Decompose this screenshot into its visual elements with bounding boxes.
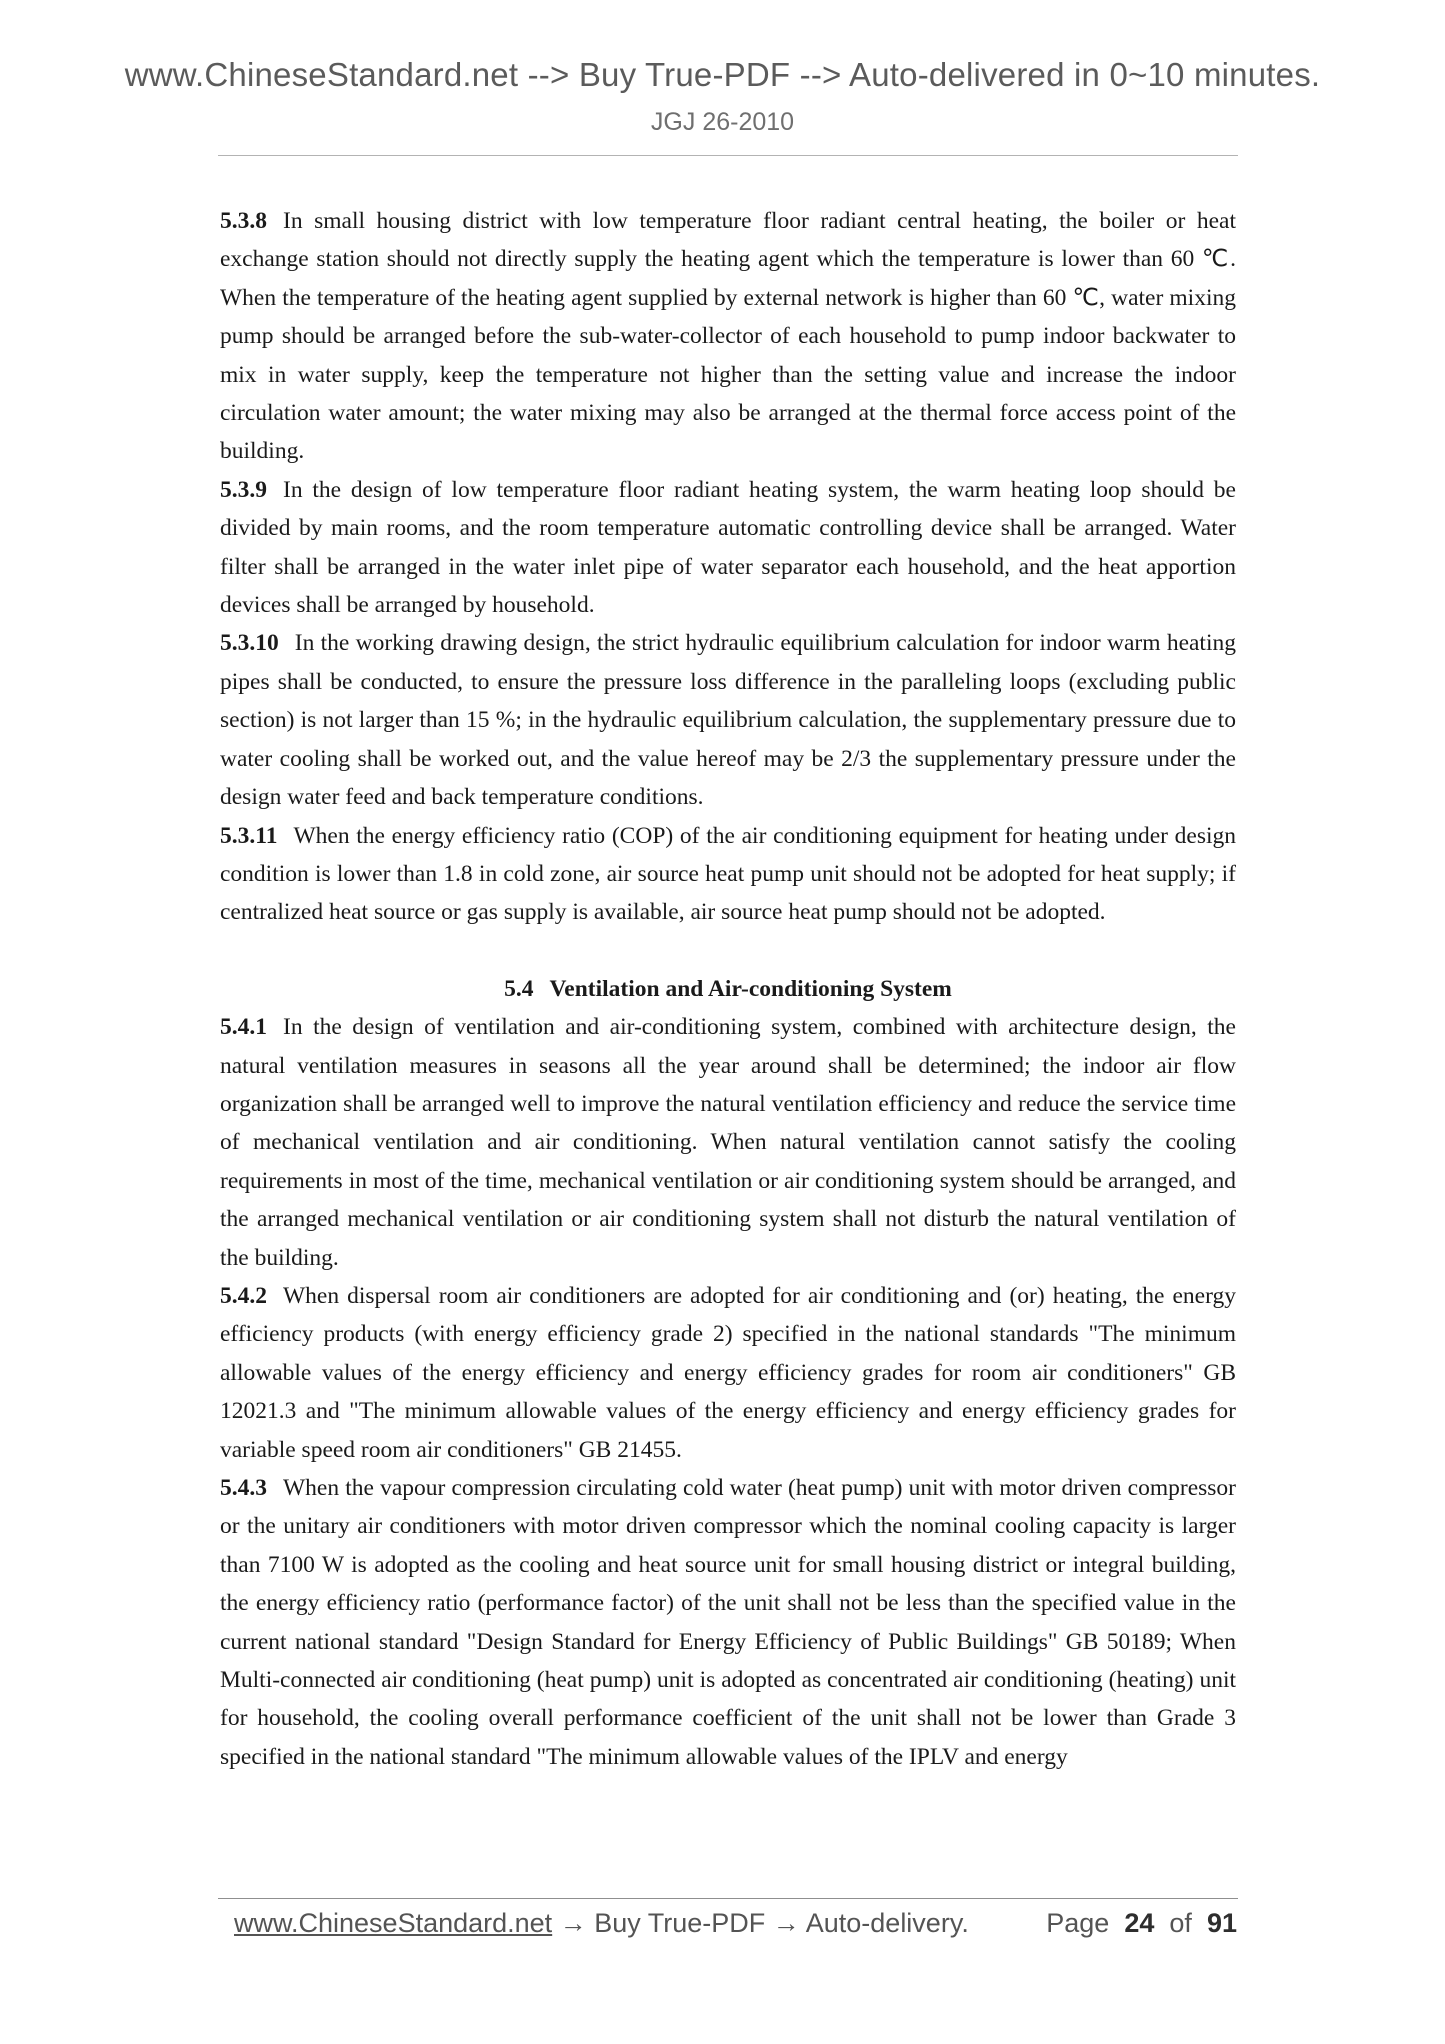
page-indicator [1046, 1908, 1237, 1939]
clause-5-3-9 [220, 471, 1236, 625]
header-divider [218, 155, 1238, 156]
clause-number: 5.3.8 [220, 208, 267, 234]
clause-text: When the energy efficiency ratio (COP) of the air conditioning equipment for heating under design condition is lower than 1.8 in cold zone, air source heat pump unit should not be adopted for heat supply; if centralized heat source or gas supply is available, air source heat pump should not be adopted. [220, 822, 1236, 926]
section-title: Ventilation and Air-conditioning System [549, 975, 952, 1002]
footer-left [234, 1908, 969, 1939]
footer-site-link[interactable]: www.ChineseStandard.net [234, 1908, 553, 1938]
clause-number: 5.4.1 [220, 1014, 267, 1041]
footer-tagline: → Buy True-PDF → Auto-delivery. [552, 1908, 969, 1938]
clause-text: In small housing district with low temperature floor radiant central heating, the boiler or heat exchange station should not directly supply the heating agent which the temperature is lower than 60 ℃. When the temperature of the heating agent supplied by external network is higher than 60 ℃, water mixing pump should be arranged before the sub-water-collector of each household to pump indoor backwater to mix in water supply, keep the temperature not higher than the setting value and increase the indoor circulation water amount; the water mixing may also be arranged at the thermal force access point of the building. [220, 208, 1236, 465]
page-word: Page [1046, 1908, 1110, 1938]
section-heading [220, 970, 1236, 1008]
clause-5-3-8 [220, 202, 1236, 471]
footer-divider [218, 1898, 1238, 1899]
clause-5-4-2 [220, 1277, 1236, 1469]
current-page-number: 24 [1124, 1908, 1155, 1938]
of-word: of [1169, 1908, 1192, 1938]
clause-5-4-1 [220, 1008, 1236, 1277]
clause-5-3-10 [220, 624, 1236, 816]
clause-number: 5.4.2 [220, 1282, 267, 1309]
clause-5-3-11 [220, 817, 1236, 932]
clause-number: 5.4.3 [220, 1475, 267, 1501]
clause-text: When dispersal room air conditioners are adopted for air conditioning and (or) heating, the energy efficiency products (with energy efficiency grade 2) specified in the national standards "The minimum allowable values of the energy efficiency and energy efficiency grades for room air conditioners" GB 12021.3 and "The minimum allowable values of the energy efficiency and energy efficiency grades for variable speed room air conditioners" GB 21455. [220, 1282, 1236, 1463]
clause-text: In the design of low temperature floor radiant heating system, the warm heating loop should be divided by main rooms, and the room temperature automatic controlling device shall be arranged. Water filter shall be arranged in the water inlet pipe of water separator each household, and the heat apportion devices shall be arranged by household. [220, 476, 1236, 619]
total-pages: 91 [1206, 1908, 1237, 1938]
clause-number: 5.3.10 [220, 630, 279, 657]
document-body [220, 202, 1236, 1776]
header-banner: www.ChineseStandard.net --> Buy True-PDF --> Auto-delivered in 0~10 minutes. [124, 56, 1321, 93]
clause-number: 5.3.9 [220, 476, 267, 503]
clause-text: In the working drawing design, the strict hydraulic equilibrium calculation for indoor warm heating pipes shall be conducted, to ensure the pressure loss difference in the paralleling loops (excluding public section) is not larger than 15 %; in the hydraulic equilibrium calculation, the supplementary pressure due to water cooling shall be worked out, and the value hereof may be 2/3 the supplementary pressure under the design water feed and back temperature conditions. [220, 630, 1236, 811]
clause-5-4-3 [220, 1469, 1236, 1776]
document-code: JGJ 26-2010 [650, 108, 795, 136]
clause-number: 5.3.11 [220, 822, 278, 849]
clause-text: In the design of ventilation and air-conditioning system, combined with architecture design, the natural ventilation measures in seasons all the year around shall be determined; the indoor air flow organization shall be arranged well to improve the natural ventilation efficiency and reduce the service time of mechanical ventilation and air conditioning. When natural ventilation cannot satisfy the cooling requirements in most of the time, mechanical ventilation or air conditioning system should be arranged, and the arranged mechanical ventilation or air conditioning system shall not disturb the natural ventilation of the building. [220, 1014, 1236, 1271]
section-number: 5.4 [504, 975, 534, 1002]
clause-text: When the vapour compression circulating cold water (heat pump) unit with motor driven compressor or the unitary air conditioners with motor driven compressor which the nominal cooling capacity is larger than 7100 W is adopted as the cooling and heat source unit for small housing district or integral building, the energy efficiency ratio (performance factor) of the unit shall not be less than the specified value in the current national standard "Design Standard for Energy Efficiency of Public Buildings" GB 50189; When Multi-connected air conditioning (heat pump) unit is adopted as concentrated air conditioning (heating) unit for household, the cooling overall performance coefficient of the unit shall not be lower than Grade 3 specified in the national standard "The minimum allowable values of the IPLV and energy [220, 1475, 1236, 1770]
